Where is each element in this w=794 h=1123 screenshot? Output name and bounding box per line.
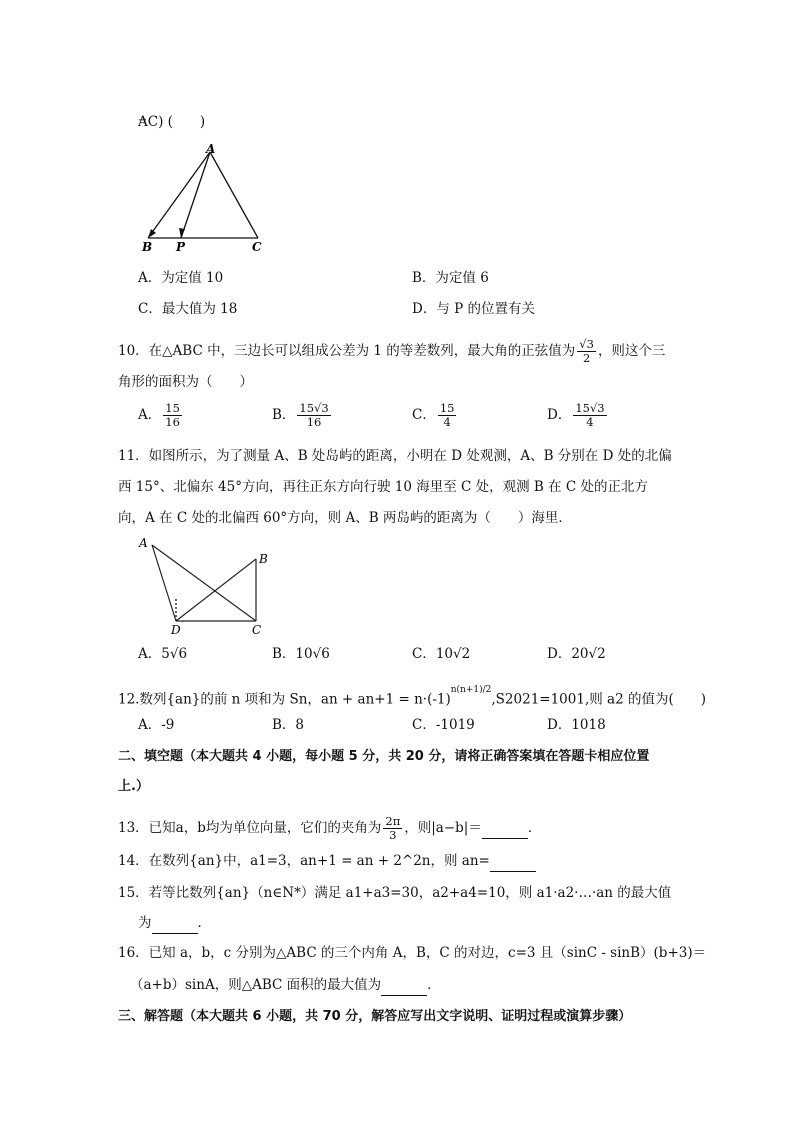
q9-label-p: P	[176, 240, 186, 254]
q9-arrowhead-b-icon	[148, 229, 156, 238]
q15-answer-blank[interactable]	[152, 913, 198, 934]
q9-label-c: C	[252, 240, 262, 254]
q14-line: 14．在数列{an}中，a1=3，an+1 = an + 2^2n，则 an=	[118, 851, 536, 872]
q15-line1: 15．若等比数列{an}（n∈N*）满足 a1+a3=30，a2+a4=10，则 a1·a2·…·an 的最大值	[118, 885, 672, 901]
q9-option-b: B．为定值 6	[412, 270, 489, 286]
q9-stem-tail: AC) ( )	[138, 114, 206, 130]
q16-line2: （a+b）sinA，则△ABC 面积的最大值为 ．	[130, 975, 441, 996]
q9-option-d: D．与 P 的位置有关	[412, 301, 535, 317]
q9-side-ac	[210, 152, 258, 238]
q11-line2: 西 15°、北偏东 45°方向，再往正东方向行驶 10 海里至 C 处，观测 B 在 C 处的正北方	[118, 479, 649, 495]
q11-island-figure	[134, 533, 274, 635]
q9-label-a: A	[206, 142, 216, 156]
q13-line: 13．已知a，b均为单位向量，它们的夹角为 $\frac{2\pi}{3}$ ，则|a−b|＝ ．	[118, 814, 542, 842]
q11-option-d: D．20√2	[547, 646, 606, 662]
q11-label-d: D	[171, 623, 181, 635]
q9-side-ab	[148, 152, 210, 238]
q9-segment-ap	[181, 152, 210, 238]
q12-option-d: D．1018	[547, 717, 606, 733]
q12-option-b: B．8	[272, 717, 305, 733]
q10-option-a: A． $\frac{15}{16}$	[138, 401, 180, 429]
q13-answer-blank[interactable]	[482, 818, 528, 839]
q11-line1: 11．如图所示，为了测量 A、B 处岛屿的距离，小明在 D 处观测，A、B 分别在 D 处的北偏	[118, 448, 672, 464]
q11-label-c: C	[252, 623, 262, 635]
q11-line-ac	[152, 545, 256, 621]
q11-option-b: B．10√6	[272, 646, 330, 662]
q11-line-ad	[152, 545, 176, 621]
q10-line1: 10．在△ABC 中，三边长可以组成公差为 1 的等差数列，最大角的正弦值为 $\frac{√3}{2}$ ，则这个三	[118, 337, 666, 365]
q10-line2: 角形的面积为（ ）	[118, 374, 253, 390]
q12-option-c: C．-1019	[412, 717, 475, 733]
q10-option-d: D． $\frac{15√3}{4}$	[547, 401, 605, 429]
q11-option-a: A．5√6	[138, 646, 188, 662]
q9-option-c: C．最大值为 18	[138, 301, 238, 317]
q13-fraction: $\frac{2\pi}{3}$	[385, 814, 401, 842]
q16-answer-blank[interactable]	[381, 975, 427, 996]
q9-triangle-figure	[138, 140, 278, 255]
q9-option-a: A．为定值 10	[138, 270, 224, 286]
q12-exponent: n(n+1)/2	[450, 685, 492, 695]
q9-label-b: B	[142, 240, 153, 254]
q14-answer-blank[interactable]	[490, 851, 536, 872]
q12-option-a: A．-9	[138, 717, 175, 733]
q11-label-b: B	[259, 552, 268, 566]
q12-line: 12.数列{an}的前 n 项和为 Sn，an + $an+1 = n\cdot(-1)^{n(n+1)/2},S2021=1001$,则 a2 的值为( )	[118, 685, 706, 708]
q10-option-c: C． $\frac{15}{4}$	[412, 401, 455, 429]
section2-heading-line2: 上.）	[118, 779, 149, 794]
q11-line3: 向，A 在 C 处的北偏西 60°方向，则 A、B 两岛屿的距离为（ ）海里．	[118, 510, 572, 526]
q15-line2: 为 ．	[138, 913, 211, 934]
q11-option-c: C．10√2	[412, 646, 471, 662]
q10-fraction: $\frac{√3}{2}$	[579, 337, 594, 365]
section3-heading: 三、解答题（本大题共 6 小题，共 70 分，解答应写出文字说明、证明过程或演算步骤）	[118, 1009, 632, 1024]
q11-label-a: A	[139, 536, 148, 550]
section2-heading-line1: 二、填空题（本大题共 4 小题，每小题 5 分，共 20 分，请将正确答案填在答题卡相应位置	[118, 749, 650, 764]
q16-line1: 16．已知 a，b，c 分别为△ABC 的三个内角 A，B，C 的对边，c=3 且（sinC - sinB）(b+3)＝	[118, 945, 707, 961]
q10-option-b: B． $\frac{15√3}{16}$	[272, 401, 329, 429]
